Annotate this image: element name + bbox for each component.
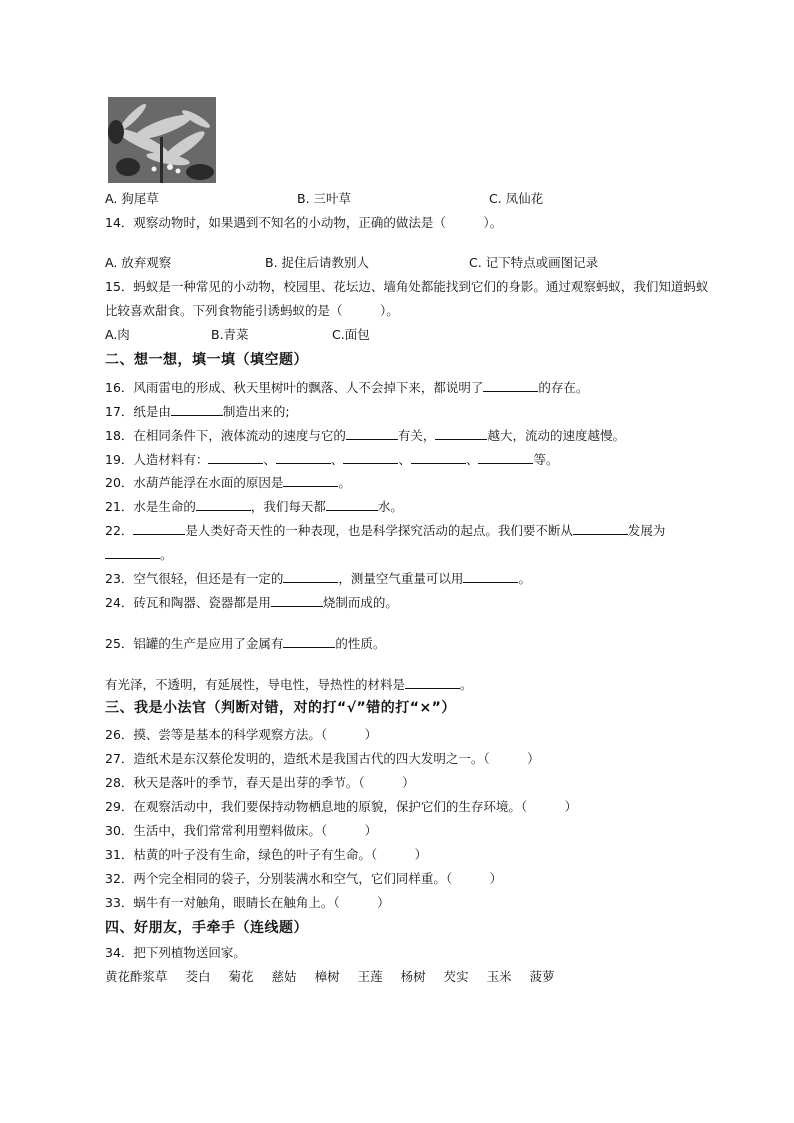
q32: 32．两个完全相同的袋子，分别装满水和空气，它们同样重。（ ） — [105, 871, 503, 886]
q25 — [105, 635, 385, 652]
plant-item[interactable]: 樟树 — [314, 969, 340, 984]
plant-item[interactable]: 菊花 — [228, 969, 254, 984]
plant-item[interactable]: 王莲 — [357, 969, 383, 984]
q30: 30．生活中，我们常常利用塑料做床。（ ） — [105, 823, 378, 838]
q14-question: 14．观察动物时，如果遇到不知名的小动物，正确的做法是（ ）。 — [105, 215, 503, 230]
plant-list — [105, 969, 573, 985]
q13-option-b[interactable]: B. 三叶草 — [297, 191, 352, 206]
q15-option-b[interactable]: B.青菜 — [211, 327, 249, 342]
q20-text: 20．水葫芦能浮在水面的原因是 — [105, 475, 284, 490]
plant-item[interactable]: 芡实 — [443, 969, 469, 984]
plant-item[interactable]: 慈姑 — [271, 969, 297, 984]
q34: 34．把下列植物送回家。 — [105, 945, 246, 960]
q18-text-end: 越大，流动的速度越慢。 — [487, 428, 625, 443]
q23-text: 23．空气很轻，但还是有一定的 — [105, 571, 284, 586]
plant-item[interactable]: 茭白 — [185, 969, 211, 984]
plant-item[interactable]: 杨树 — [400, 969, 426, 984]
q28: 28．秋天是落叶的季节，春天是出芽的季节。（ ） — [105, 775, 415, 790]
plant-photo — [108, 97, 216, 183]
q17-text: 17．纸是由 — [105, 404, 171, 419]
q21-text-end: 水。 — [377, 499, 403, 514]
plant-item[interactable]: 玉米 — [486, 969, 512, 984]
q22-text-end: 。 — [160, 547, 173, 562]
q23-blank-2[interactable] — [463, 570, 518, 583]
q24 — [105, 594, 398, 611]
q19-blank-3[interactable] — [343, 451, 398, 464]
q15-option-a[interactable]: A.肉 — [105, 327, 130, 342]
q25b-blank[interactable] — [405, 676, 460, 689]
separator: 、 — [465, 452, 479, 467]
q24-blank[interactable] — [271, 594, 323, 607]
q19 — [105, 451, 558, 468]
plant-item[interactable]: 黄花酢浆草 — [105, 969, 168, 984]
q13-option-c[interactable]: C. 凤仙花 — [489, 191, 544, 206]
section-2-heading: 二、想一想，填一填（填空题） — [105, 352, 308, 368]
q18-text-mid: 有关， — [397, 428, 436, 443]
q18-blank-2[interactable] — [435, 427, 487, 440]
q24-text-end: 烧制而成的。 — [322, 595, 398, 610]
section-3-heading: 三、我是小法官（判断对错，对的打“√”错的打“×”） — [105, 700, 456, 716]
section-4-heading: 四、好朋友，手牵手（连线题） — [105, 920, 308, 936]
q25-text: 25．铝罐的生产是应用了金属有 — [105, 636, 284, 651]
q22 — [105, 522, 665, 539]
q29: 29．在观察活动中，我们要保持动物栖息地的原貌，保护它们的生存环境。（ ） — [105, 799, 578, 814]
plant-item[interactable]: 菠萝 — [529, 969, 555, 984]
q17 — [105, 403, 290, 420]
q25b-text-end: 。 — [460, 677, 473, 692]
q19-text-end: 等。 — [533, 452, 559, 467]
q22-text-mid: 发展为 — [627, 523, 666, 538]
q14-option-a[interactable]: A. 放弃观察 — [105, 255, 172, 270]
q20-blank[interactable] — [283, 474, 338, 487]
q23 — [105, 570, 531, 587]
q20-text-end: 。 — [338, 475, 351, 490]
q15-option-c[interactable]: C.面包 — [332, 327, 370, 342]
q17-text-end: 制造出来的; — [222, 404, 290, 419]
q31: 31．枯黄的叶子没有生命，绿色的叶子有生命。（ ） — [105, 847, 428, 862]
q15-question-line2: 比较喜欢甜食。下列食物能引诱蚂蚁的是（ ）。 — [105, 303, 399, 318]
q14-option-b[interactable]: B. 捉住后请教别人 — [265, 255, 370, 270]
q25-text-end: 的性质。 — [335, 636, 386, 651]
q33: 33．蜗牛有一对触角，眼睛长在触角上。（ ） — [105, 895, 390, 910]
q25-continuation — [105, 676, 473, 693]
q19-text: 19．人造材料有： — [105, 452, 209, 467]
q16-text: 16．风雨雷电的形成、秋天里树叶的飘落、人不会掉下来，都说明了 — [105, 380, 484, 395]
q22-blank-2[interactable] — [573, 522, 628, 535]
q18 — [105, 427, 625, 444]
q20 — [105, 474, 351, 491]
q26: 26．摸、尝等是基本的科学观察方法。（ ） — [105, 727, 378, 742]
q22-line2 — [105, 546, 173, 563]
q22-text: 是人类好奇天性的一种表现，也是科学探究活动的起点。我们要不断从 — [185, 523, 573, 538]
q21 — [105, 498, 403, 515]
q19-blank-4[interactable] — [411, 451, 466, 464]
q15-question-line1: 15．蚂蚁是一种常见的小动物，校园里、花坛边、墙角处都能找到它们的身影。通过观察蚂蚁，我们知道蚂蚁 — [105, 279, 709, 294]
q21-blank-1[interactable] — [196, 498, 251, 511]
q23-text-mid: ，测量空气重量可以用 — [338, 571, 464, 586]
q19-blank-1[interactable] — [208, 451, 263, 464]
q18-text: 18．在相同条件下，液体流动的速度与它的 — [105, 428, 346, 443]
q24-text: 24．砖瓦和陶器、瓷器都是用 — [105, 595, 271, 610]
q17-blank[interactable] — [171, 403, 223, 416]
q23-blank-1[interactable] — [283, 570, 338, 583]
separator: 、 — [398, 452, 411, 467]
q13-option-a[interactable]: A. 狗尾草 — [105, 191, 159, 206]
q25b-text: 有光泽，不透明，有延展性，导电性，导热性的材料是 — [105, 677, 406, 692]
q21-text-mid: ，我们每天都 — [250, 499, 326, 514]
separator: 、 — [263, 452, 276, 467]
q19-blank-2[interactable] — [276, 451, 331, 464]
q16-blank[interactable] — [483, 379, 538, 392]
q16-text-end: 的存在。 — [538, 380, 589, 395]
q18-blank-1[interactable] — [346, 427, 398, 440]
q14-option-c[interactable]: C. 记下特点或画图记录 — [469, 255, 599, 270]
separator: 、 — [330, 452, 344, 467]
q16 — [105, 379, 588, 396]
q22-blank-1[interactable] — [133, 522, 185, 535]
q21-blank-2[interactable] — [326, 498, 378, 511]
q25-blank[interactable] — [283, 635, 335, 648]
q23-text-end: 。 — [518, 571, 531, 586]
q27: 27．造纸术是东汉蔡伦发明的，造纸术是我国古代的四大发明之一。（ ） — [105, 751, 540, 766]
q19-blank-5[interactable] — [478, 451, 533, 464]
q22-blank-3[interactable] — [105, 546, 160, 559]
q22-number: 22． — [105, 523, 134, 538]
q21-text: 21．水是生命的 — [105, 499, 196, 514]
